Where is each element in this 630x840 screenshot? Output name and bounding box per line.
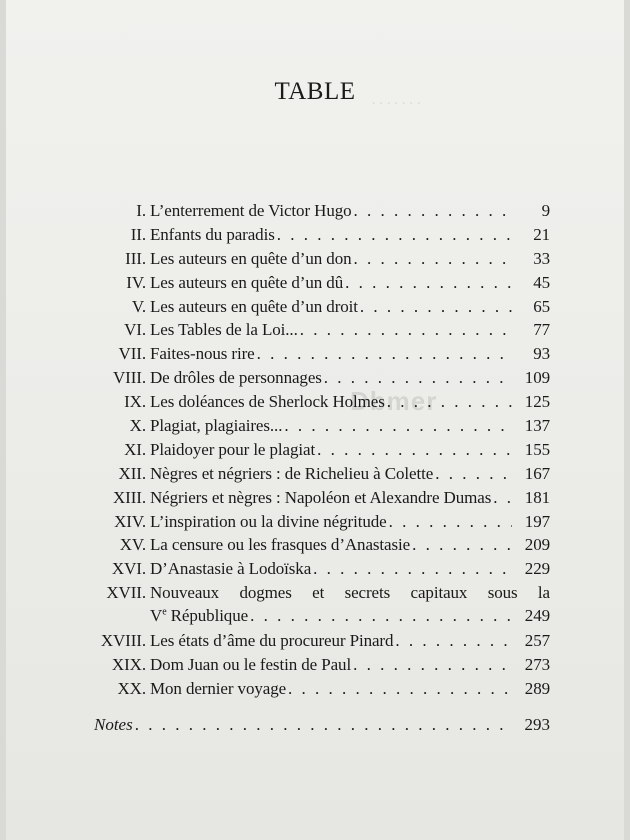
toc-entry-title: La censure ou les frasques d’Anastasie (150, 535, 411, 555)
toc-entry-page: 229 (524, 559, 550, 579)
toc-entry (88, 462, 550, 486)
toc-entry-page: 45 (533, 272, 550, 292)
toc-entry-number: VIII. (112, 368, 146, 388)
toc-entry-title: D’Anastasie à Lodoïska (150, 559, 312, 579)
toc-entry-number: XIV. (114, 511, 146, 531)
dot-leader (277, 223, 512, 246)
toc-entry-number: XX. (117, 679, 146, 699)
dot-leader (353, 653, 512, 676)
dot-leader (412, 533, 512, 556)
watermark-logo: Dbmer (350, 386, 438, 416)
toc-entry-page: 249 (524, 606, 550, 626)
dot-leader (135, 713, 510, 736)
dot-leader (250, 604, 512, 627)
dot-leader (360, 295, 512, 318)
toc-notes-entry (88, 713, 550, 736)
toc-entry-page: 93 (533, 344, 550, 364)
toc-entry-title: Plagiat, plagiaires... (150, 416, 283, 436)
toc-entry (88, 342, 550, 366)
toc-entry-title: Les Tables de la Loi... (150, 320, 298, 340)
toc-entry-page: 33 (533, 248, 550, 268)
dot-leader (354, 247, 512, 270)
toc-entry-page: 9 (541, 201, 550, 220)
toc-entry (88, 390, 550, 414)
toc-entry-number: V. (131, 296, 146, 316)
dot-leader (317, 438, 512, 461)
toc-entry (88, 366, 550, 390)
toc-entry-page: 21 (533, 224, 550, 244)
toc-entry-number: XVI. (111, 559, 146, 579)
toc-entry-title: Enfants du paradis (150, 224, 275, 244)
toc-entry-title: Les états d’âme du procureur Pinard (150, 631, 394, 651)
toc-entry-page: 257 (524, 631, 550, 651)
toc-entry-title: Les auteurs en quête d’un dû (150, 272, 344, 292)
toc-entry-number: VI. (124, 320, 146, 340)
toc-entry-title: Dom Juan ou le festin de Paul (150, 655, 352, 675)
toc-entry (88, 223, 550, 247)
toc-entry-page: 125 (524, 392, 550, 412)
toc-entry-page: 209 (524, 535, 550, 555)
toc-entry (88, 414, 550, 438)
toc-entry-number: XV. (119, 535, 146, 555)
toc-entry-number: X. (129, 416, 146, 436)
bleed-through-text: · · · · · · · (371, 96, 421, 112)
dot-leader (257, 342, 512, 365)
toc-entry (88, 295, 550, 319)
dot-leader (300, 318, 512, 341)
toc-entry-page: 155 (524, 439, 550, 459)
dot-leader (345, 271, 512, 294)
dot-leader (313, 557, 512, 580)
toc-entry-number: XIX. (111, 655, 146, 675)
toc-entry-page: 197 (524, 511, 550, 531)
toc-entry-title: Plaidoyer pour le plagiat (150, 439, 316, 459)
toc-entry-title: Les doléances de Sherlock Holmes (150, 392, 385, 412)
toc-entry-title-line1: Nouveaux dogmes et secrets capitaux sous la (150, 583, 550, 603)
toc-entry-page: 109 (524, 368, 550, 388)
dot-leader (435, 462, 512, 485)
dot-leader (288, 677, 512, 700)
dot-leader (354, 199, 512, 222)
toc-entry (88, 533, 550, 557)
toc-entry (88, 677, 550, 701)
dot-leader (395, 629, 512, 652)
toc-entry (88, 581, 550, 629)
toc-entry (88, 271, 550, 295)
toc-entry-number: I. (136, 201, 146, 220)
toc-entry-page: 289 (524, 679, 550, 699)
table-of-contents (88, 199, 550, 701)
toc-entry-number: II. (130, 224, 146, 244)
toc-entry (88, 199, 550, 223)
toc-entry-page: 137 (524, 416, 550, 436)
toc-entry-title: L’inspiration ou la divine négritude (150, 511, 387, 531)
dot-leader (389, 510, 512, 533)
toc-entry-number: III. (125, 248, 146, 268)
toc-entry-number: XIII. (112, 487, 146, 507)
toc-entry-number: IX. (124, 392, 146, 412)
toc-entry-title: De drôles de personnages (150, 368, 322, 388)
toc-entry-title: Les auteurs en quête d’un droit (150, 296, 358, 316)
toc-entry (88, 486, 550, 510)
toc-entry-title: Les auteurs en quête d’un don (150, 248, 352, 268)
toc-entry-title: Mon dernier voyage (150, 679, 287, 699)
toc-entry-title: Nègres et négriers : de Richelieu à Colette (150, 463, 434, 483)
toc-entry-page: 77 (533, 320, 550, 340)
page-title: TABLE (274, 78, 356, 105)
toc-entry-number: IV. (126, 272, 146, 292)
toc-entry-page: 65 (533, 296, 550, 316)
toc-entry-number: VII. (118, 344, 146, 364)
toc-entry-page: 167 (524, 463, 550, 483)
toc-entry (88, 247, 550, 271)
toc-entry-title-line2: Ve République (150, 606, 249, 626)
toc-entry-number: XVIII. (100, 631, 146, 651)
toc-entry-title: Négriers et nègres : Napoléon et Alexandre Dumas (150, 487, 492, 507)
toc-notes-page: 293 (524, 715, 550, 734)
toc-entry (88, 318, 550, 342)
toc-entry (88, 438, 550, 462)
toc-entry (88, 557, 550, 581)
toc-entry (88, 510, 550, 534)
toc-entry-number: XVII. (106, 583, 146, 603)
toc-entry-title: Faites-nous rire (150, 344, 255, 364)
dot-leader (493, 486, 512, 509)
toc-entry-title: L’enterrement de Victor Hugo (150, 201, 352, 220)
toc-entry-number: XI. (124, 439, 146, 459)
toc-entry-number: XII. (118, 463, 146, 483)
toc-entry-page: 273 (524, 655, 550, 675)
dot-leader (284, 414, 512, 437)
toc-notes-label: Notes (94, 715, 133, 734)
toc-entry-page: 181 (524, 487, 550, 507)
toc-entry (88, 629, 550, 653)
toc-entry (88, 653, 550, 677)
